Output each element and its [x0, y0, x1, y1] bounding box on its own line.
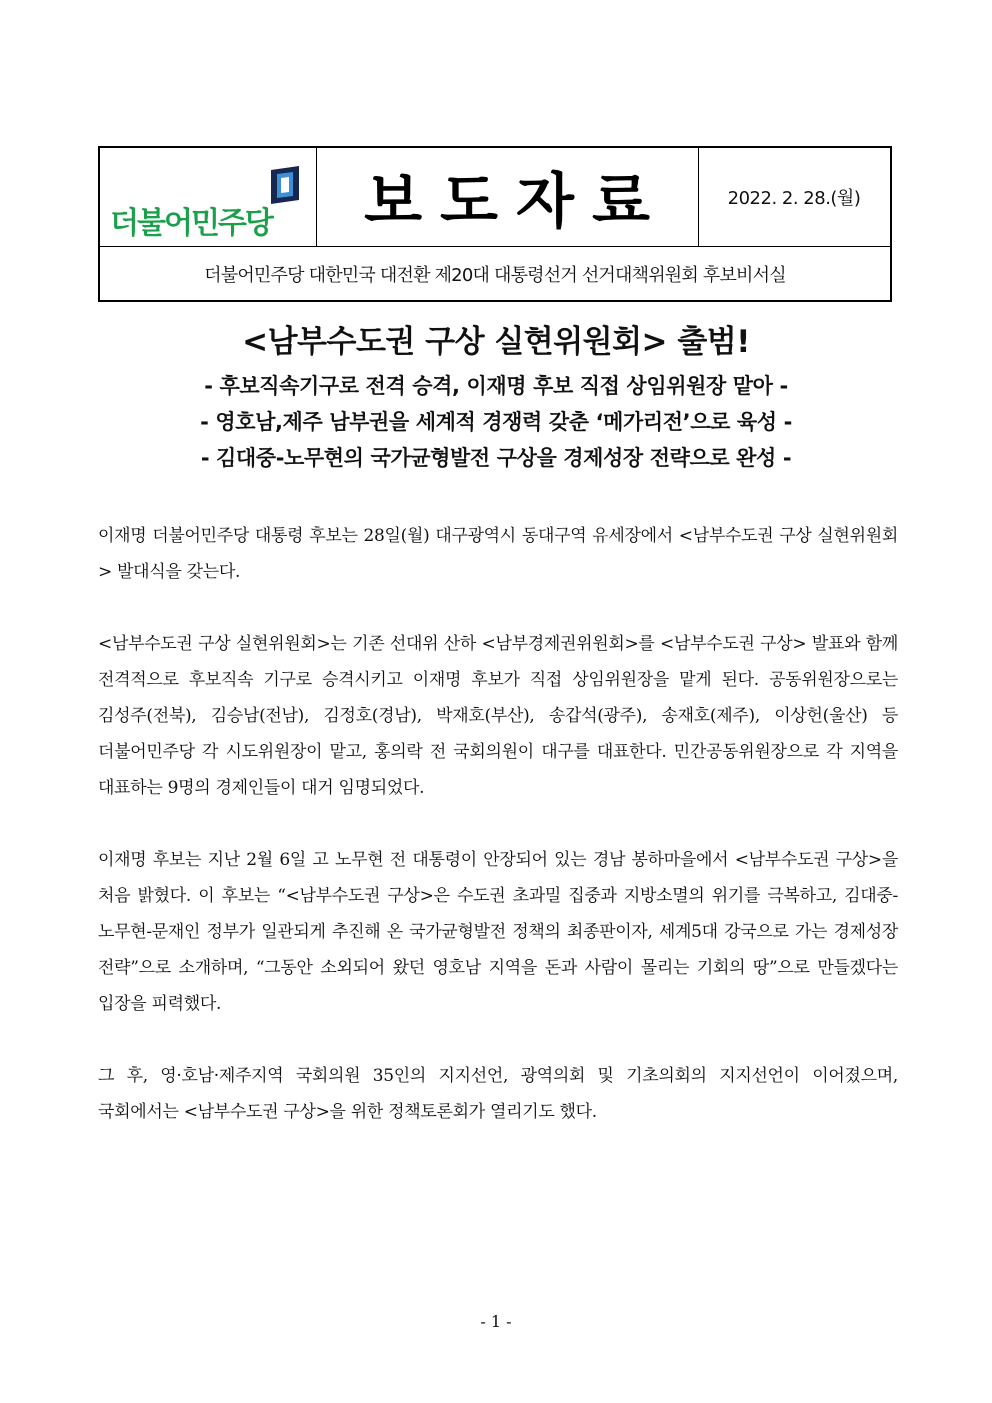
subtitle-line: - 후보직속기구로 전격 승격, 이재명 후보 직접 상임위원장 맡아 -: [204, 374, 788, 398]
paragraph: <남부수도권 구상 실현위원회>는 기존 선대위 산하 <남부경제권위원회>를 <남부수도권 구상> 발표와 함께 전격적으로 후보직속 기구로 승격시키고 이재명 후보가 직접 상임위원장을 맡게 된다. 공동위원장으로는 김성주(전북), 김승남(전남), 김정호(경남), 박재호(부산), 송갑석(광주), 송재호(제주), 이상헌(울산) 등 더불어민주당 각 시도위원장이 맡고, 홍의락 전 국회의원이 대구를 대표한다. 민간공동위원장으로 각 지역을 대표하는 9명의 경제인들이 대거 임명되었다.: [98, 634, 898, 798]
headline: <남부수도권 구상 실현위원회> 출범!: [242, 324, 750, 360]
subtitle-line: - 김대중-노무현의 국가균형발전 구상을 경제성장 전략으로 완성 -: [200, 446, 792, 470]
page-number: - 1 -: [480, 1312, 512, 1331]
party-name: 더불어민주당: [110, 206, 272, 241]
paragraph: 그 후, 영·호남·제주지역 국회의원 35인의 지지선언, 광역의회 및 기초의회의 지지선언이 이어졌으며, 국회에서는 <남부수도권 구상>을 위한 정책토론회가 열리기도 했다.: [98, 1066, 898, 1122]
organization-name: 더불어민주당 대한민국 대전환 제20대 대통령선거 선거대책위원회 후보비서실: [204, 264, 786, 286]
subtitle-line: - 영호남,제주 남부권을 세계적 경쟁력 갖춘 ‘메가리전’으로 육성 -: [200, 410, 792, 434]
press-release-header: [98, 146, 892, 302]
paragraph: 이재명 더불어민주당 대통령 후보는 28일(월) 대구광역시 동대구역 유세장에서 <남부수도권 구상 실현위원회> 발대식을 갖는다.: [98, 526, 898, 582]
body-text: [98, 518, 898, 1166]
header-top-row: [100, 148, 890, 247]
paragraph: 이재명 후보는 지난 2월 6일 고 노무현 전 대통령이 안장되어 있는 경남 봉하마을에서 <남부수도권 구상>을 처음 밝혔다. 이 후보는 “<남부수도권 구상>은 수도권 초과밀 집중과 지방소멸의 위기를 극복하고, 김대중-노무현-문재인 정부가 일관되게 추진해 온 국가균형발전 정책의 최종판이자, 세계5대 강국으로 가는 경제성장 전략”으로 소개하며, “그동안 소외되어 왔던 영호남 지역을 돈과 사람이 몰리는 기회의 땅”으로 만들겠다는 입장을 피력했다.: [98, 850, 898, 1014]
release-date: 2022. 2. 28.(월): [727, 188, 861, 209]
subtitle-block: [0, 368, 992, 476]
date-cell: [698, 148, 890, 246]
document-title: 보도자료: [364, 167, 668, 237]
title-cell: [316, 148, 699, 246]
organization-row: [100, 247, 890, 300]
party-logo: [100, 148, 317, 246]
